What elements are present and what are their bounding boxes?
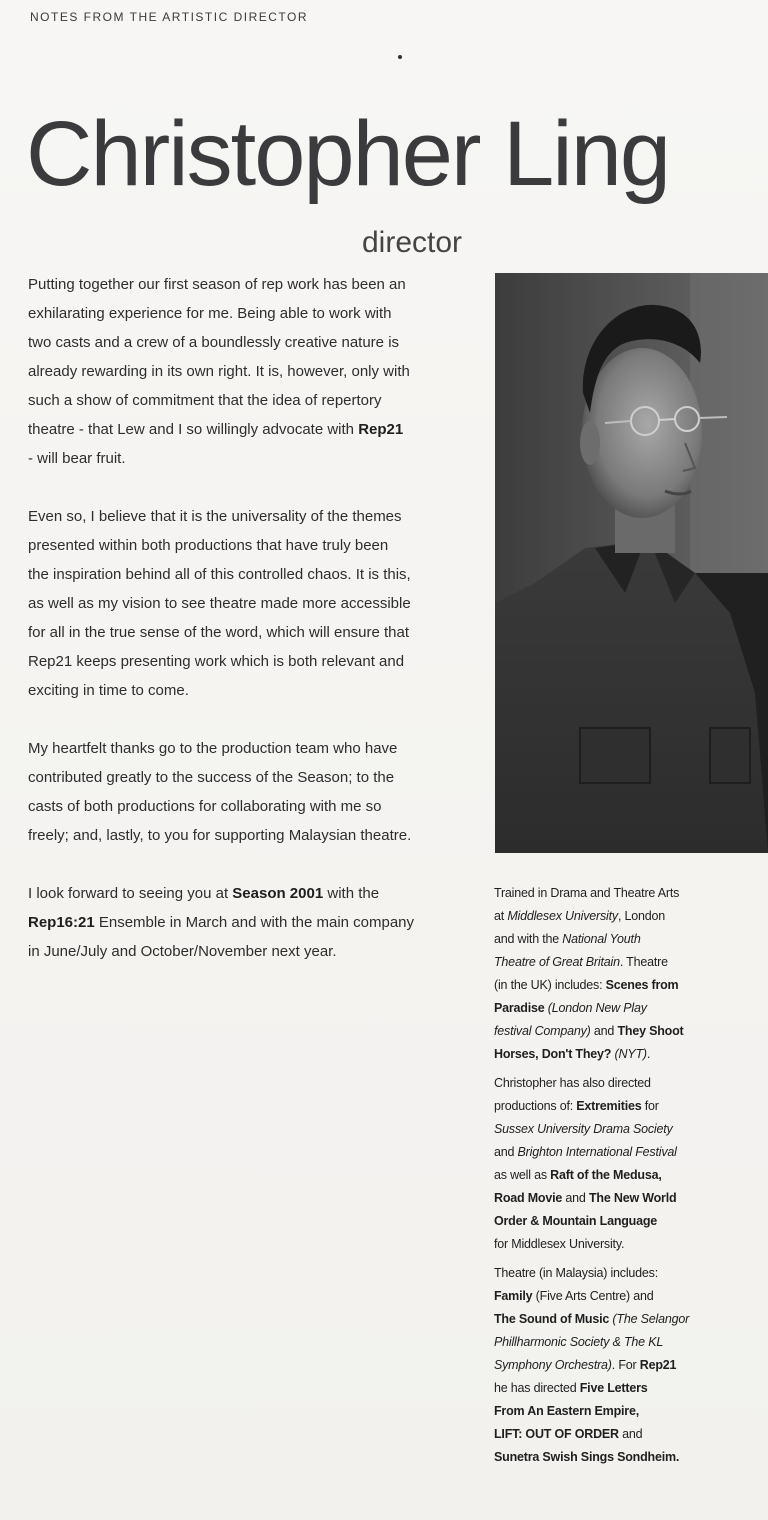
page-title: Christopher Ling [26,103,670,205]
bio-company: (The Selangor [609,1312,690,1326]
bio-text: Christopher has also directed [494,1076,651,1090]
bio-company: (London New Play [544,1001,647,1015]
bio-production: Raft of the Medusa, [550,1168,662,1182]
text-line: Ensemble in March and with the main company [94,914,415,931]
bio-production: They Shoot [617,1024,684,1038]
bio-text: . Theatre [619,955,668,969]
bio-production: Sunetra Swish Sings Sondheim. [494,1450,680,1464]
text-line: in June/July and October/November next year. [28,943,337,960]
director-notes [28,270,468,995]
bio-paragraph [494,882,756,1066]
director-bio [494,882,756,1475]
bio-text: . For [611,1358,640,1372]
bio-production: The Sound of Music [494,1312,610,1326]
text-line: freely; and, lastly, to you for supporting Malaysian theatre. [28,827,412,844]
bio-institution: Theatre of Great Britain [494,955,620,969]
bio-text: and [590,1024,618,1038]
ensemble-name: Rep16:21 [28,914,95,931]
bio-text: as well as [494,1168,551,1182]
subtitle-role: director [362,226,463,259]
bio-institution: Middlesex University [507,909,618,923]
notes-paragraph [28,879,468,966]
text-line: exhilarating experience for me. Being able to work with [28,305,392,322]
bio-company: Phillharmonic Society & The KL [494,1335,664,1349]
text-line: contributed greatly to the success of the Season; to the [28,769,395,786]
text-line: - will bear fruit. [28,450,126,467]
bio-production: Horses, Don't They? [494,1047,612,1061]
text-line: casts of both productions for collaborating with me so [28,798,382,815]
bio-production: Extremities [576,1099,642,1113]
bio-production: The New World [588,1191,677,1205]
company-name: Rep21 [639,1358,677,1372]
bio-text: , London [617,909,665,923]
bio-text: for [641,1099,659,1113]
text-line: already rewarding in its own right. It is, however, only with [28,363,410,380]
text-line: exciting in time to come. [28,682,189,699]
text-line: such a show of commitment that the idea of repertory [28,392,382,409]
bio-text: at [494,909,508,923]
text-line: Rep21 keeps presenting work which is both relevant and [28,653,405,670]
text-line: theatre - that Lew and I so willingly advocate with [28,421,359,438]
bio-production: From An Eastern Empire, [494,1404,639,1418]
text-line: presented within both productions that have truly been [28,537,389,554]
bio-text: for Middlesex University. [494,1237,625,1251]
bio-text: he has directed [494,1381,580,1395]
season-name: Season 2001 [232,885,324,902]
bio-production: LIFT: OUT OF ORDER [494,1427,619,1441]
bio-text: and with the [494,932,563,946]
bio-production: Scenes from [605,978,679,992]
bio-production: Order & Mountain Language [494,1214,658,1228]
bio-production: Family [494,1289,533,1303]
portrait-photo [495,273,768,853]
bio-paragraph [494,1262,756,1469]
bio-text: Trained in Drama and Theatre Arts [494,886,680,900]
bio-company: (NYT) [611,1047,647,1061]
notes-paragraph [28,502,468,705]
bio-institution: Sussex University Drama Society [494,1122,673,1136]
bio-text: and [562,1191,589,1205]
bio-text: . [646,1047,651,1061]
text-line: as well as my vision to see theatre made more accessible [28,595,411,612]
bio-text: productions of: [494,1099,577,1113]
bio-company: festival Company) [494,1024,591,1038]
bio-production: Road Movie [494,1191,563,1205]
print-speck [398,55,402,59]
text-line: with the [323,885,380,902]
bio-company: Symphony Orchestra) [494,1358,612,1372]
bio-paragraph [494,1072,756,1256]
text-line: two casts and a crew of a boundlessly creative nature is [28,334,400,351]
section-label: NOTES FROM THE ARTISTIC DIRECTOR [30,10,309,24]
text-line: for all in the true sense of the word, which will ensure that [28,624,410,641]
notes-paragraph [28,270,468,473]
bio-text: and [494,1145,518,1159]
bio-text: Theatre (in Malaysia) includes: [494,1266,659,1280]
bio-production: Five Letters [579,1381,648,1395]
text-line: My heartfelt thanks go to the production team who have [28,740,398,757]
text-line: Even so, I believe that it is the universality of the themes [28,508,402,525]
notes-paragraph [28,734,468,850]
bio-institution: Brighton International Festival [517,1145,677,1159]
bio-text: (in the UK) includes: [494,978,606,992]
text-line: I look forward to seeing you at [28,885,233,902]
bio-text: and [618,1427,643,1441]
bio-text: (Five Arts Centre) and [532,1289,654,1303]
company-name: Rep21 [358,421,404,438]
text-line: the inspiration behind all of this controlled chaos. It is this, [28,566,411,583]
portrait-illustration [495,273,768,853]
bio-production: Paradise [494,1001,545,1015]
bio-institution: National Youth [562,932,641,946]
text-line: Putting together our first season of rep work has been an [28,276,406,293]
